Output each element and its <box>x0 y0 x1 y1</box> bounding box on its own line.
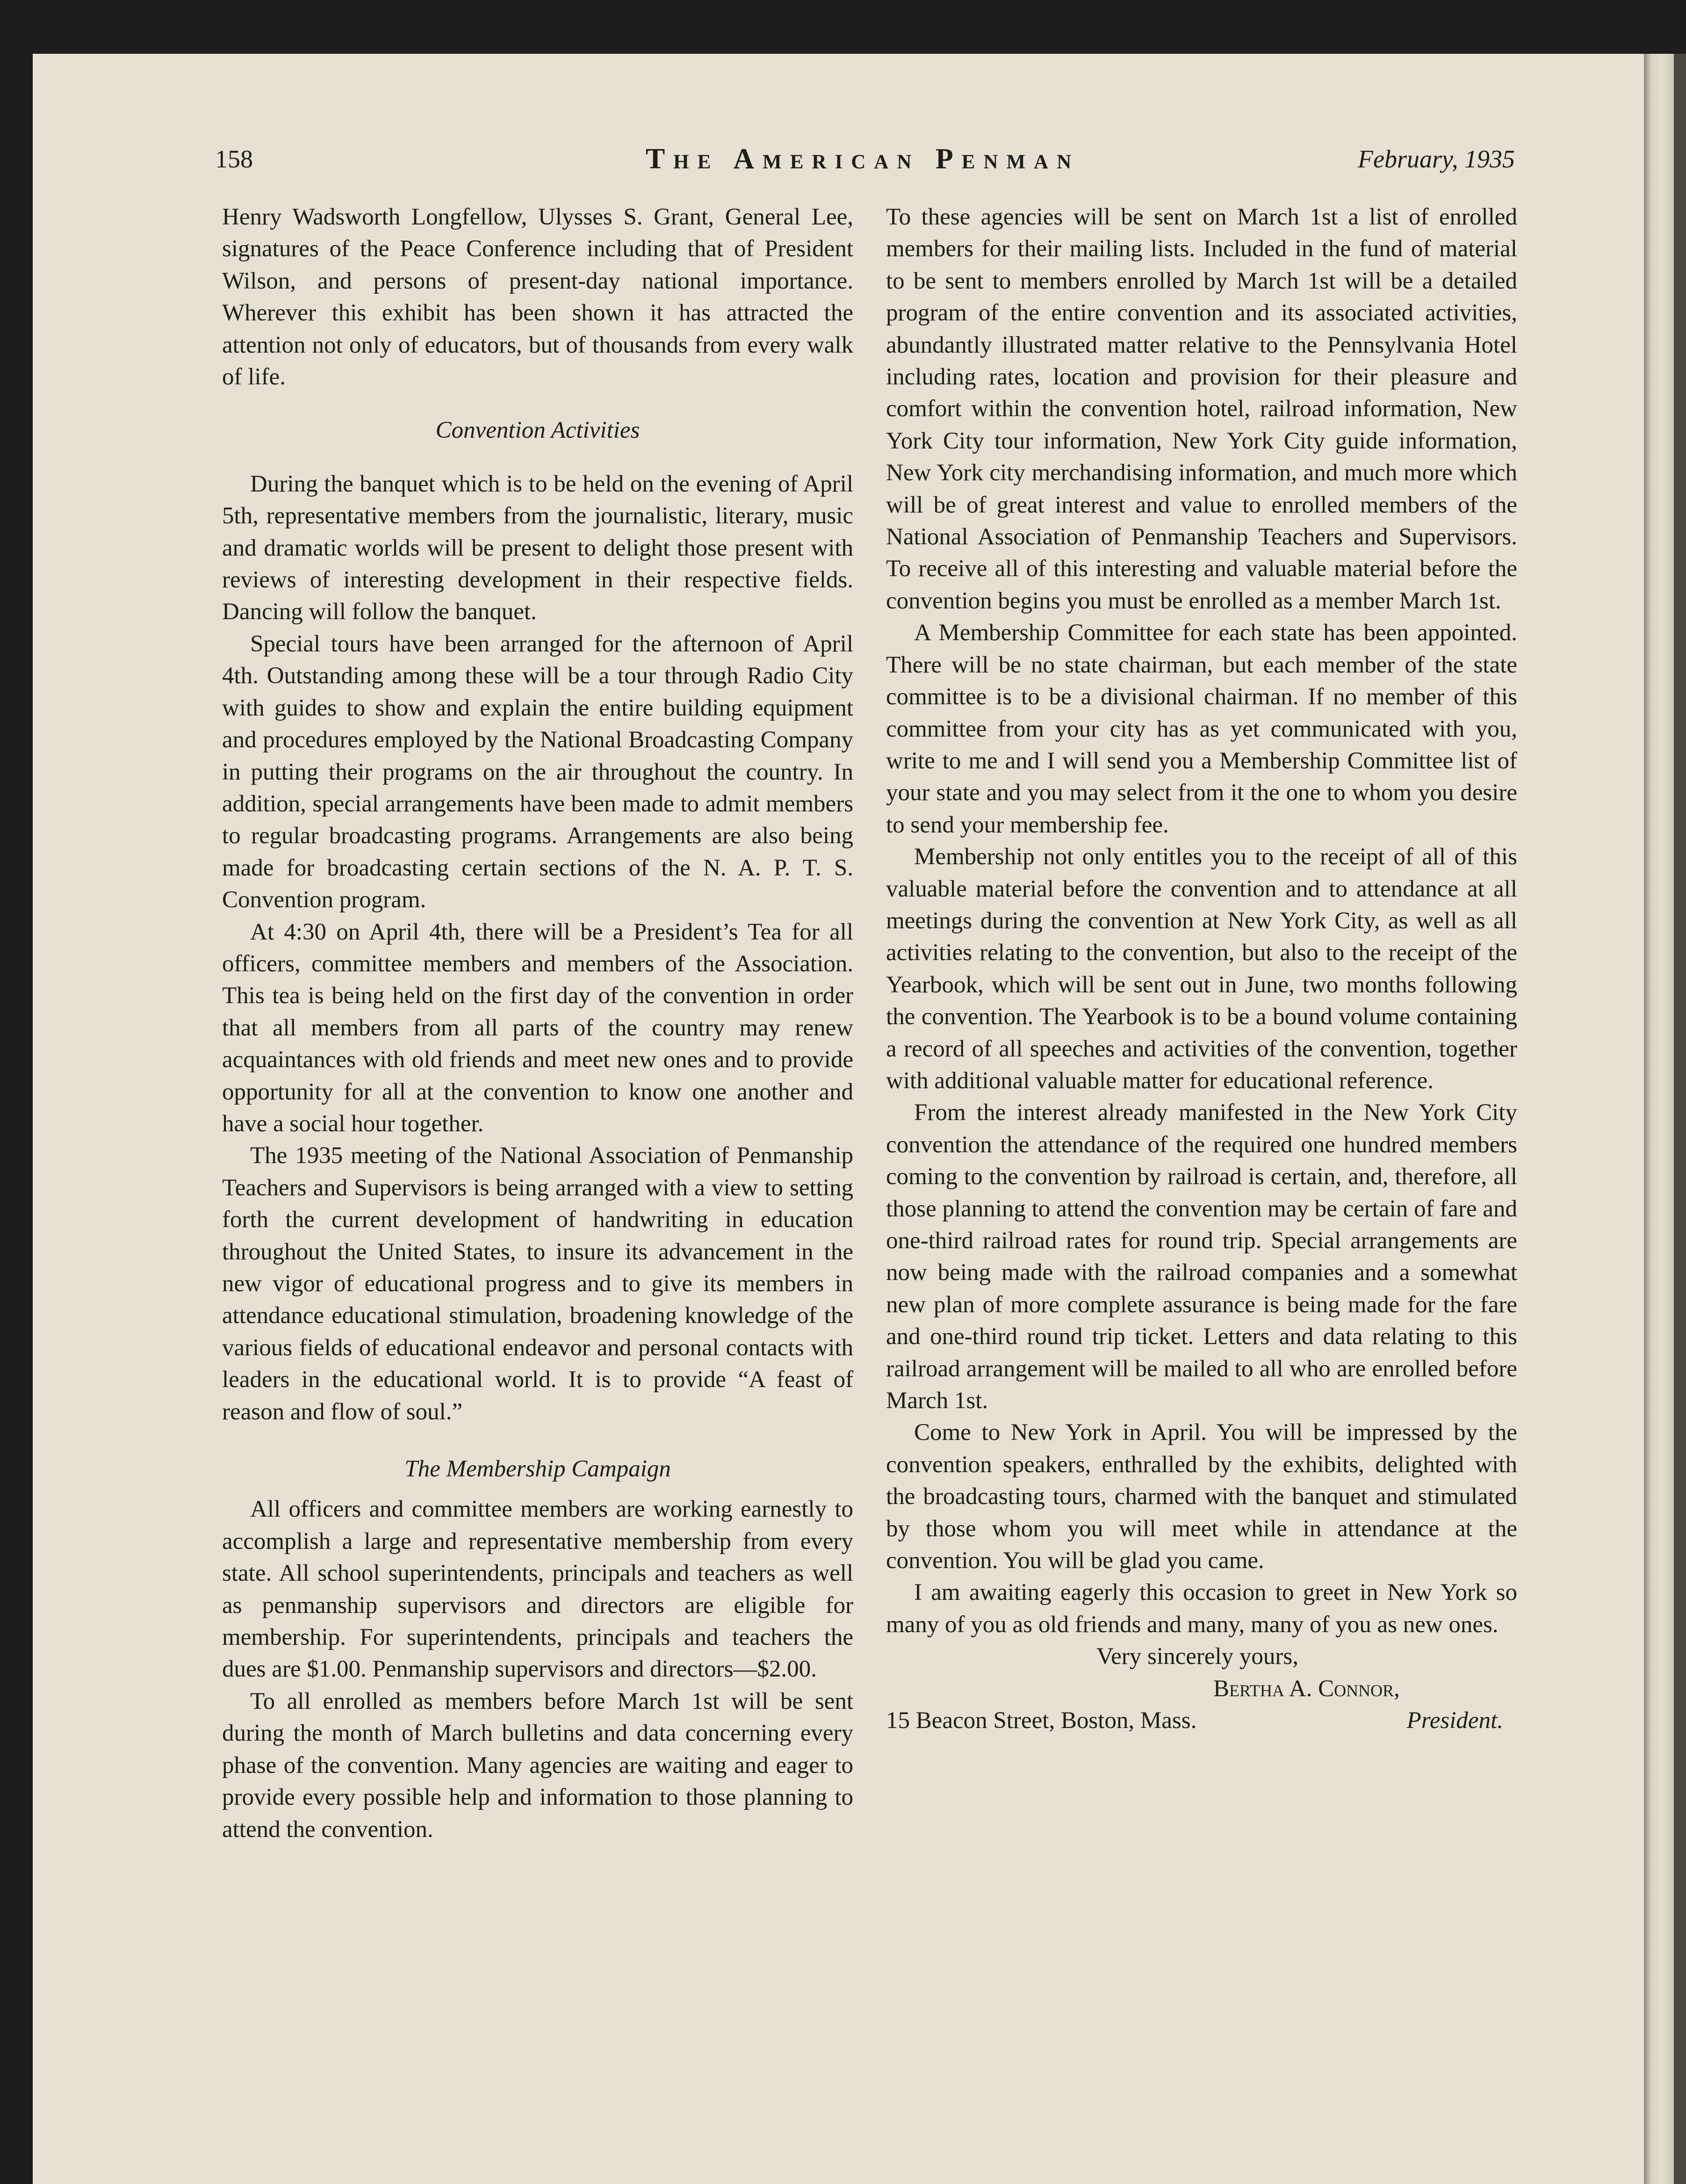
paragraph-agencies: To these agencies will be sent on March 1st a list of enrolled members for their mailing lists. Included in the fund of material to be sent to members enrolled by March 1st will be a detailed program of the entire convention and its associated activities, abundantly illustrated matter relative to the Pennsylvania Hotel including rates, location and provision for their pleasure and comfort within the convention hotel, railroad information, New York City tour information, New York City guide information, New York city merchandising information, and much more which will be of great interest and value to enrolled members of the National Association of Penmanship Teachers and Supervisors. To receive all of this interesting and valuable material before the convention begins you must be enrolled as a member March 1st. <box>886 204 1517 614</box>
heading-convention-activities: Convention Activities <box>435 417 640 444</box>
paragraph-come-to-new-york: Come to New York in April. You will be impressed by the convention speakers, enthralled by the exhibits, delighted with the broadcasting tours, charmed with the banquet and stimulated by those whom you will meet while in attendance at the convention. You will be glad you came. <box>886 1419 1517 1574</box>
paragraph-membership-committee: A Membership Committee for each state has been appointed. There will be no state chairman, but each member of the state committee is to be a divisional chairman. If no member of this committee from your city has as yet communicated with you, write to me and I will send you a Membership Committee list of your state and you may select from it the one to whom you desire to send your membership fee. <box>886 620 1517 838</box>
left-column <box>222 201 853 1845</box>
signer-name: Bertha A. Connor, <box>1213 1675 1400 1702</box>
closing: Very sincerely yours, <box>1096 1643 1298 1670</box>
paragraph-railroad: From the interest already manifested in the New York City convention the attendance of the required one hundred members coming to the convention by railroad is certain, and, therefore, all those planning to attend the convention may be certain of fare and one-third railroad rates for round trip. Special arrangements are now being made with the railroad companies and a somewhat new plan of more complete assurance is being made for the fare and one-third round trip ticket. Letters and data relating to this railroad arrangement will be mailed to all who are enrolled before March 1st. <box>886 1099 1517 1414</box>
issue-date: February, 1935 <box>1358 145 1515 173</box>
paragraph-officers: All officers and committee members are working earnestly to accomplish a large and representative membership from every state. All school superintendents, principals and teachers as well as penmanship supervisors and directors are eligible for membership. For superintendents, principals and teachers the dues are $1.00. Penmanship supervisors and directors—$2.00. <box>222 1496 853 1683</box>
paragraph-presidents-tea: At 4:30 on April 4th, there will be a President’s Tea for all officers, committee members and members of the Association. This tea is being held on the first day of the convention in order that all members from all parts of the country may renew acquaintances with old friends and meet new ones and to provide opportunity for all at the convention to know one another and have a social hour together. <box>222 918 853 1137</box>
signer-title: President. <box>1406 1707 1503 1734</box>
page-number: 158 <box>215 145 253 173</box>
heading-membership-campaign: The Membership Campaign <box>404 1456 671 1483</box>
next-page-edge <box>1644 54 1674 2184</box>
right-column <box>886 201 1517 1737</box>
paragraph-membership-entitles: Membership not only entitles you to the receipt of all of this valuable material before the convention and to attendance at all meetings during the convention at New York City, as well as all activities relating to the convention, but also to the receipt of the Yearbook, which will be sent out in June, two months following the convention. The Yearbook is to be a bound volume containing a record of all speeches and activities of the convention, together with additional valuable matter for educational reference. <box>886 844 1517 1094</box>
paragraph-exhibit: Henry Wadsworth Longfellow, Ulysses S. Grant, General Lee, signatures of the Peace Conference including that of President Wilson, and persons of present-day national importance. Wherever this exhibit has been shown it has attracted the attention not only of educators, but of thousands from every walk of life. <box>222 204 853 391</box>
paragraph-banquet: During the banquet which is to be held on the evening of April 5th, representative members from the journalistic, literary, music and dramatic worlds will be present to delight those present with reviews of interesting development in their respective fields. Dancing will follow the banquet. <box>222 470 853 625</box>
journal-title: The American Penman <box>645 143 1080 175</box>
scan-border <box>1674 54 1686 2184</box>
paragraph-enrolled-members: To all enrolled as members before March 1st will be sent during the month of March bulletins and data concerning every phase of the convention. Many agencies are waiting and eager to provide every possible help and information to those planning to attend the convention. <box>222 1688 853 1843</box>
paragraph-1935-meeting: The 1935 meeting of the National Association of Penmanship Teachers and Supervisors is being arranged with a view to setting forth the current development of handwriting in education throughout the United States, to insure its advancement in the new vigor of educational progress and to give its members in attendance educational stimulation, broadening knowledge of the various fields of educational endeavor and personal contacts with leaders in the educational world. It is to provide “A feast of reason and flow of soul.” <box>222 1143 853 1425</box>
signer-address: 15 Beacon Street, Boston, Mass. <box>886 1707 1197 1734</box>
paragraph-special-tours: Special tours have been arranged for the afternoon of April 4th. Outstanding among these will be a tour through Radio City with guides to show and explain the entire building equipment and procedures employed by the National Broadcasting Company in putting their programs on the air throughout the country. In addition, special arrangements have been made to admit members to regular broadcasting programs. Arrangements are also being made for broadcasting certain sections of the N. A. P. T. S. Convention program. <box>222 630 853 913</box>
paragraph-awaiting: I am awaiting eagerly this occasion to greet in New York so many of you as old friends and many, many of you as new ones. <box>886 1579 1517 1638</box>
